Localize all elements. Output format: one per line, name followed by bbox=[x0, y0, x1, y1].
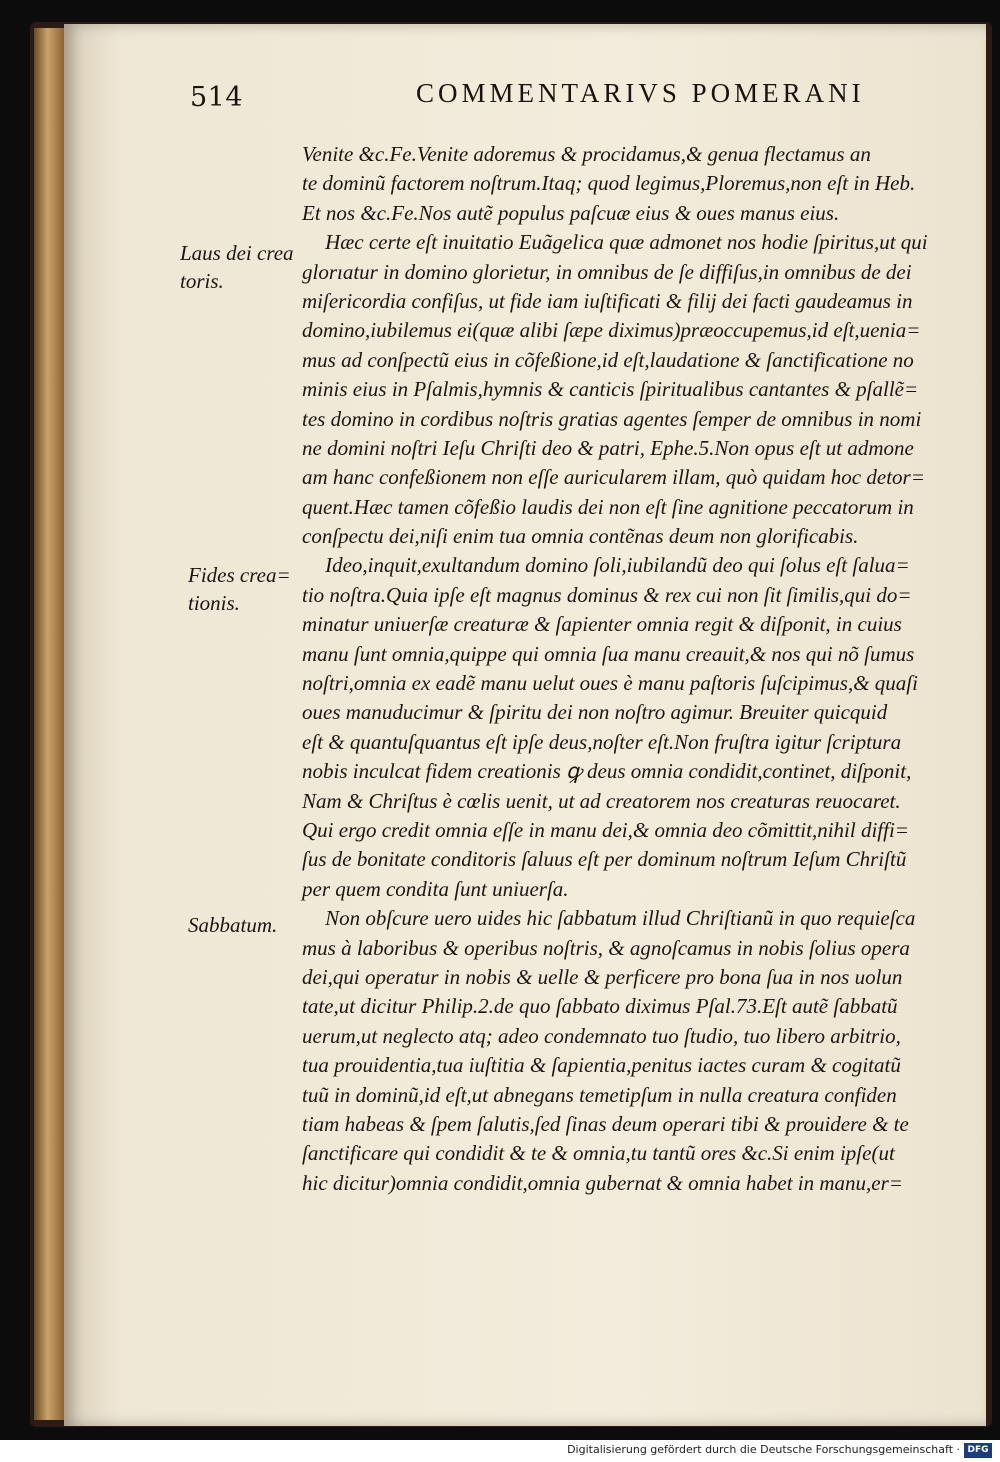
text-line: hic dicitur)omnia condidit,omnia gubernat & omnia habet in manu,er= bbox=[302, 1170, 903, 1195]
text-line: Qui ergo credit omnia eſſe in manu dei,& omnia deo cõmittit,nihil diffi= bbox=[302, 817, 909, 842]
text-line: Hæc certe eſt inuitatio Euãgelica quæ admonet nos hodie ſpiritus,ut qui bbox=[325, 230, 928, 255]
text-line: ſanctificare qui condidit & te & omnia,tu tantũ ores &c.Si enim ipſe(ut bbox=[302, 1141, 895, 1166]
text-line: tuũ in dominũ,id eſt,ut abnegans temetipſum in nulla creatura confiden bbox=[302, 1082, 897, 1107]
text-line: eſt & quantuſquantus eſt ipſe deus,noſter eſt.Non fruſtra igitur ſcriptura bbox=[302, 729, 902, 754]
marginal-note-laus-dei-line-1: Laus dei crea bbox=[180, 241, 294, 265]
text-line: te dominũ factorem noſtrum.Itaq; quod legimus,Ploremus,non eſt in Heb. bbox=[302, 171, 916, 196]
text-line: tate,ut dicitur Philip.2.de quo ſabbato diximus Pſal.73.Eſt autẽ ſabbatũ bbox=[302, 994, 898, 1019]
text-line: ſus de bonitate conditoris ſaluus eſt per dominum noſtrum Ieſum Chriſtũ bbox=[302, 847, 907, 872]
text-line: glorıatur in domino glorietur, in omnibus de ſe diffiſus,in omnibus de dei bbox=[302, 259, 912, 284]
marginal-note-laus-dei-line-2: toris. bbox=[180, 269, 224, 293]
running-head: COMMENTARIVS POMERANI bbox=[416, 78, 865, 108]
text-line: oues manuducimur & ſpiritu dei non noſtro agimur. Breuiter quicquid bbox=[302, 700, 888, 725]
text-line: per quem condita ſunt uniuerſa. bbox=[302, 876, 569, 901]
body-text bbox=[302, 140, 952, 1198]
text-line: minis eius in Pſalmis,hymnis & canticis ſpiritualibus cantantes & pſallẽ= bbox=[302, 377, 919, 402]
text-line: mus ad conſpectũ eius in cõfeßione,id eſt,laudatione & ſanctificatione no bbox=[302, 347, 914, 372]
text-line: uerum,ut neglecto atq; adeo condemnato tuo ſtudio, tuo libero arbitrio, bbox=[302, 1023, 901, 1048]
text-line: miſericordia confiſus, ut fide iam iuſtificati & filij dei facti gaudeamus in bbox=[302, 288, 913, 313]
text-line: Ideo,inquit,exultandum domino ſoli,iubilandũ deo qui ſolus eſt ſalua= bbox=[325, 553, 910, 578]
text-line: domino,iubilemus ei(quæ alibi ſæpe diximus)præoccupemus,id eſt,uenia= bbox=[302, 318, 921, 343]
text-line: tio noſtra.Quia ipſe eſt magnus dominus & rex cui non ſit ſimilis,qui do= bbox=[302, 582, 912, 607]
footer-credit: Digitalisierung gefördert durch die Deutsche Forschungsgemeinschaft · bbox=[567, 1443, 960, 1456]
text-line: nobis inculcat fidem creationis ꝙ deus omnia condidit,continet, diſponit, bbox=[302, 759, 912, 784]
text-line: noſtri,omnia ex eadẽ manu uelut oues è manu paſtoris ſuſcipimus,& quaſi bbox=[302, 671, 918, 696]
marginal-note-fides-line-2: tionis. bbox=[188, 591, 240, 615]
text-line: tua prouidentia,tua iuſtitia & ſapientia,penitus iactes curam & cogitatũ bbox=[302, 1053, 901, 1078]
page-number: 514 bbox=[190, 82, 244, 113]
text-line: tiam habeas & ſpem ſalutis,ſed ſinas deum operari tibi & prouidere & te bbox=[302, 1111, 909, 1136]
book-spine bbox=[34, 28, 64, 1420]
text-line: conſpectu dei,niſi enim tua omnia contẽnas deum non glorificabis. bbox=[302, 524, 859, 549]
text-line: Et nos &c.Fe.Nos autẽ populus paſcuæ eius & oues manus eius. bbox=[302, 200, 840, 225]
text-line: dei,qui operatur in nobis & uelle & perficere pro bona ſua in nos uolun bbox=[302, 964, 903, 989]
text-line: Venite &c.Fe.Venite adoremus & procidamus,& genua flectamus an bbox=[302, 142, 871, 166]
text-line: Nam & Chriſtus è cœlis uenit, ut ad creatorem nos creaturas reuocaret. bbox=[302, 788, 901, 813]
text-line: Non obſcure uero uides hic ſabbatum illud Chriſtianũ in quo requieſca bbox=[325, 906, 916, 931]
text-line: manu ſunt omnia,quippe qui omnia ſua manu creauit,& nos qui nõ ſumus bbox=[302, 641, 915, 666]
text-line: tes domino in cordibus noſtris gratias agentes ſemper de omnibus in nomi bbox=[302, 406, 922, 431]
dfg-logo: DFG bbox=[964, 1443, 992, 1458]
text-line: quent.Hæc tamen cõfeßio laudis dei non eſt ſine agnitione peccatorum in bbox=[302, 494, 914, 519]
text-line: ne domini noſtri Ieſu Chriſti deo & patri, Ephe.5.Non opus eſt ut admone bbox=[302, 435, 914, 460]
marginal-note-fides-line-1: Fides crea= bbox=[188, 563, 291, 587]
marginal-note-sabbatum: Sabbatum. bbox=[188, 913, 278, 937]
text-line: am hanc confeßionem non eſſe auricularem illam, quò quidam hoc detor= bbox=[302, 465, 925, 490]
text-line: mus à laboribus & operibus noſtris, & agnoſcamus in nobis ſolius opera bbox=[302, 935, 910, 960]
text-line: minatur uniuerſæ creaturæ & ſapienter omnia regit & diſponit, in cuius bbox=[302, 612, 902, 637]
